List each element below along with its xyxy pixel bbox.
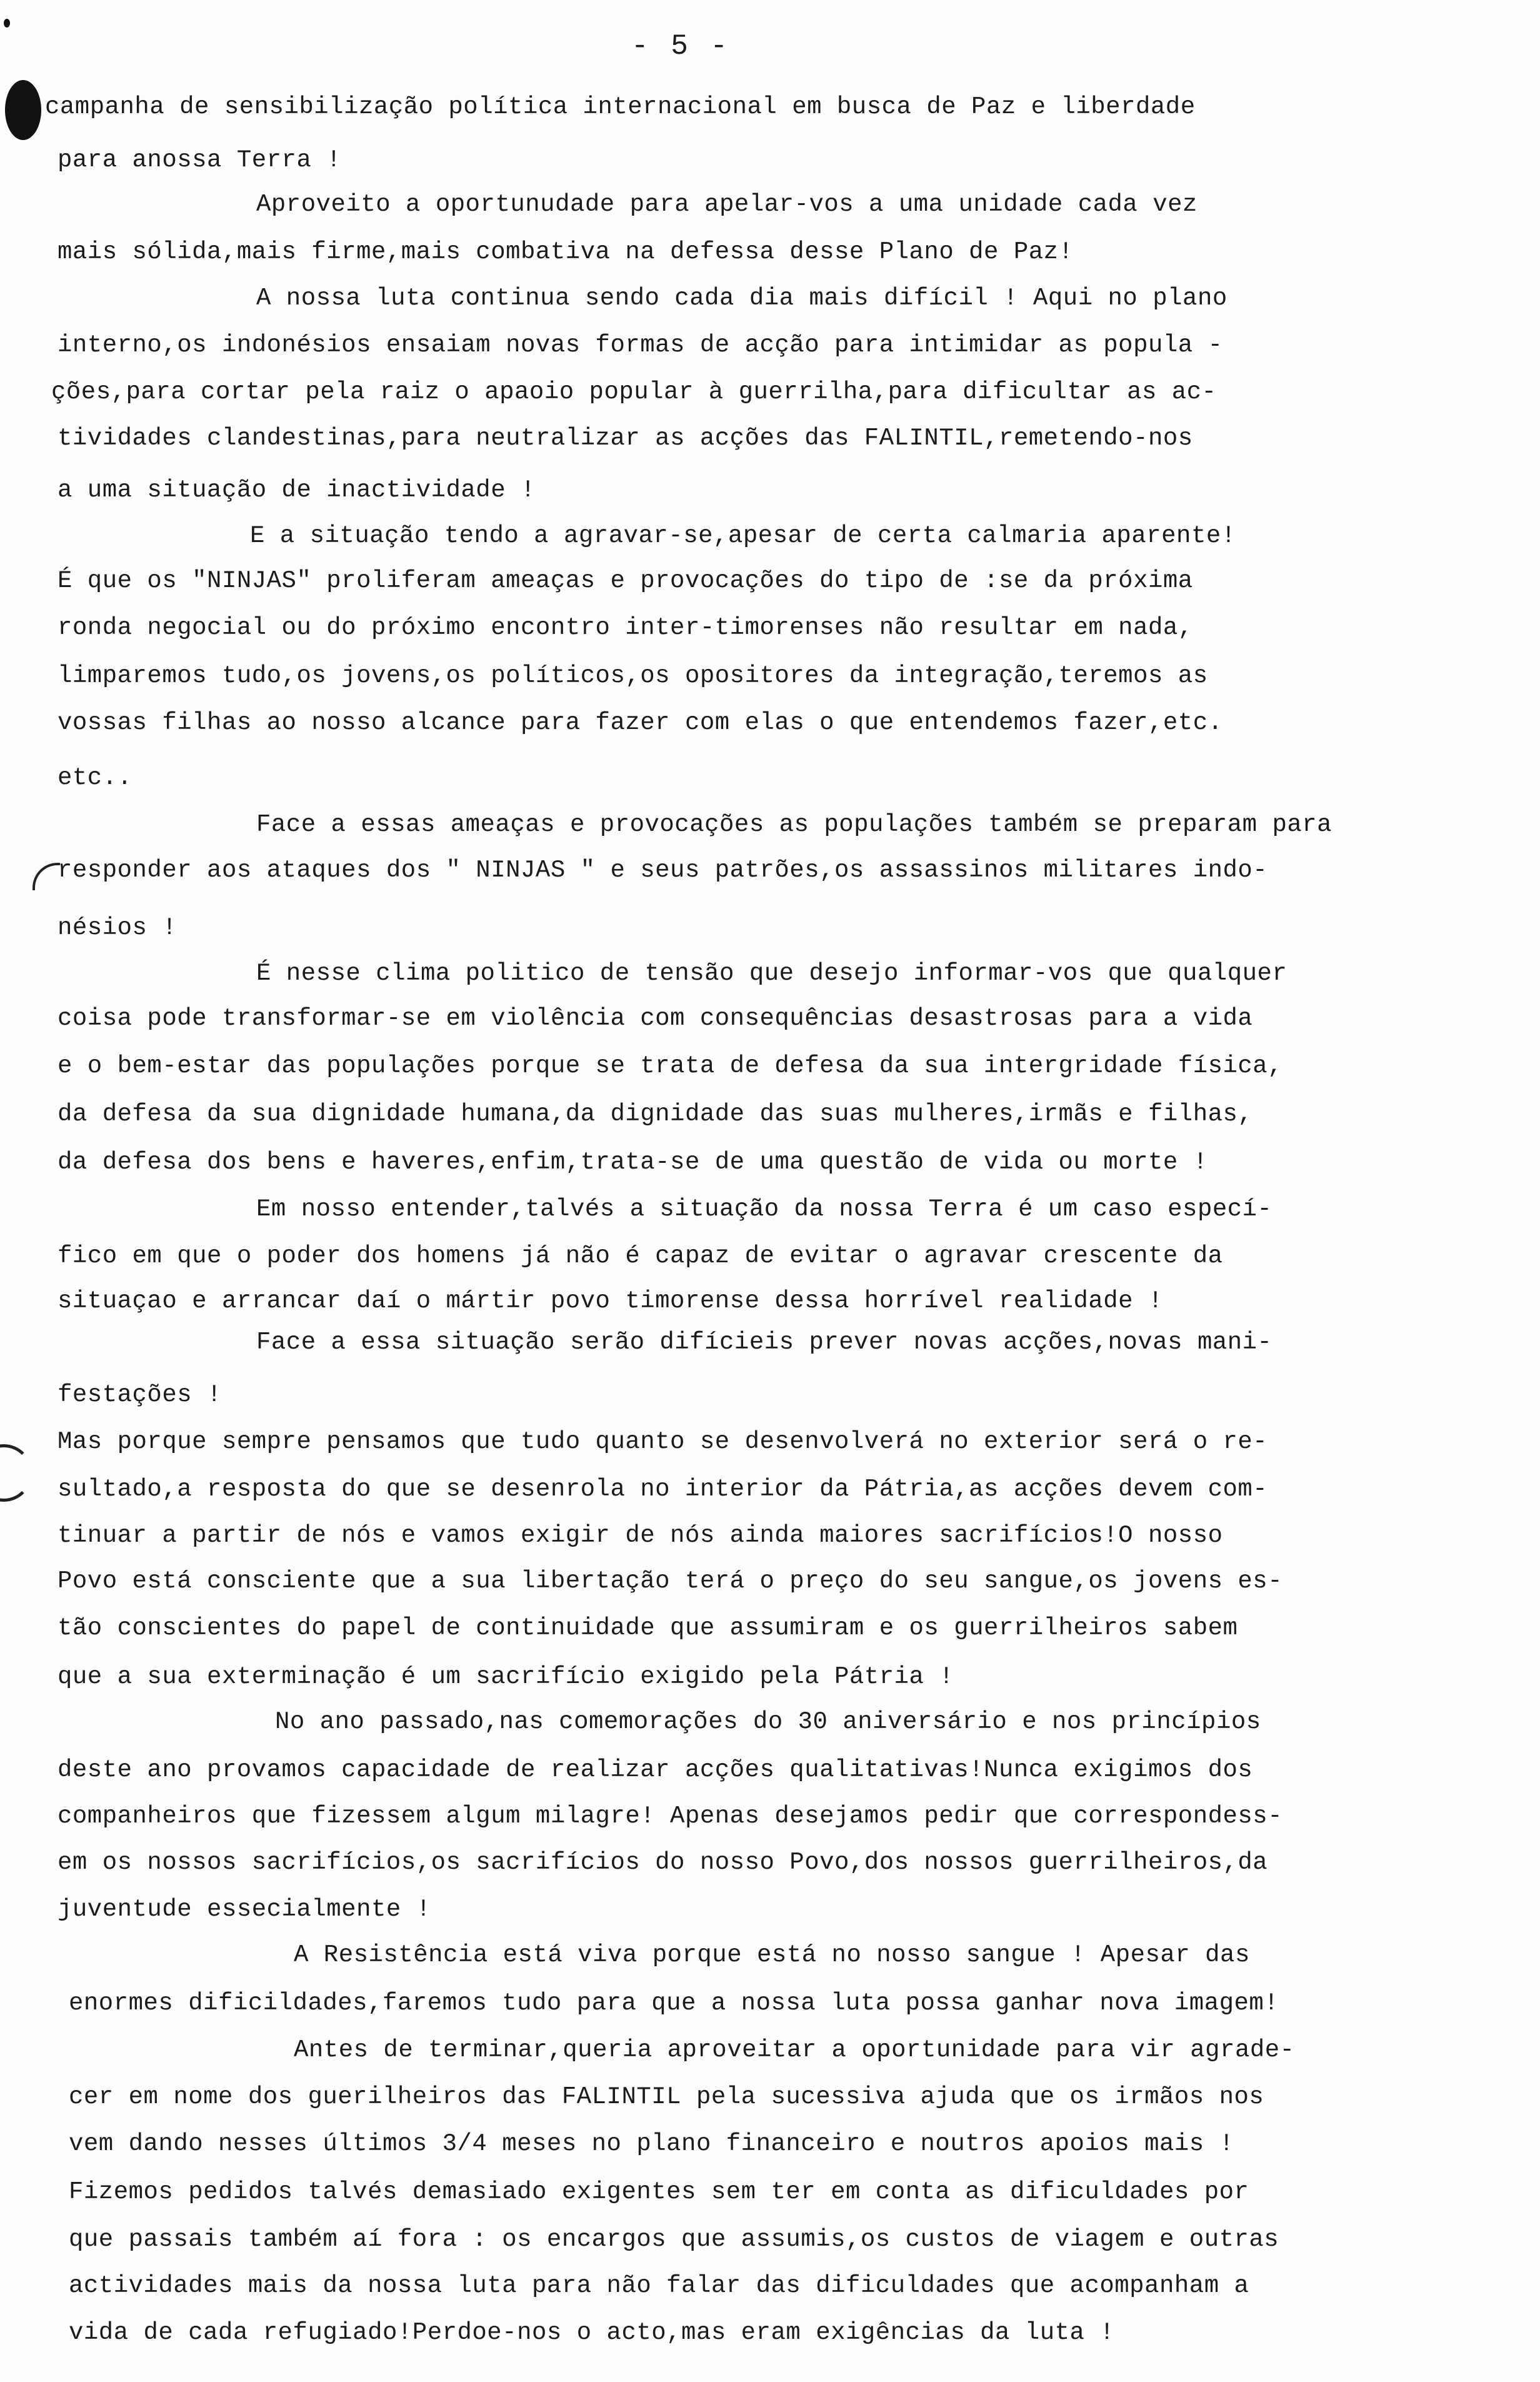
text-line: etc.. bbox=[58, 764, 132, 791]
ink-blot-mark bbox=[5, 80, 41, 140]
text-line: situaçao e arrancar daí o mártir povo timorense dessa horrível realidade ! bbox=[58, 1287, 1163, 1315]
text-line: No ano passado,nas comemorações do 30 aniversário e nos princípios bbox=[275, 1708, 1261, 1736]
text-line: sultado,a resposta do que se desenrola no interior da Pátria,as acções devem com- bbox=[58, 1475, 1268, 1503]
text-line: É nesse clima politico de tensão que desejo informar-vos que qualquer bbox=[256, 960, 1288, 987]
text-line: da defesa da sua dignidade humana,da dignidade das suas mulheres,irmãs e filhas, bbox=[58, 1100, 1253, 1128]
text-line: A nossa luta continua sendo cada dia mais difícil ! Aqui no plano bbox=[256, 284, 1228, 312]
text-line: deste ano provamos capacidade de realizar acções qualitativas!Nunca exigimos dos bbox=[58, 1756, 1253, 1784]
text-line: mais sólida,mais firme,mais combativa na defessa desse Plano de Paz! bbox=[58, 238, 1074, 266]
text-line: para anossa Terra ! bbox=[58, 146, 342, 174]
text-line: juventude essecialmente ! bbox=[58, 1896, 431, 1923]
text-line: interno,os indonésios ensaiam novas formas de acção para intimidar as popula - bbox=[58, 331, 1223, 359]
text-line: Em nosso entender,talvés a situação da nossa Terra é um caso especí- bbox=[256, 1195, 1272, 1223]
text-line: Fizemos pedidos talvés demasiado exigentes sem ter em conta as dificuldades por bbox=[69, 2178, 1249, 2206]
text-line: Face a essas ameaças e provocações as populações também se preparam para bbox=[256, 811, 1332, 838]
text-line: Aproveito a oportunudade para apelar-vos a uma unidade cada vez bbox=[256, 191, 1198, 218]
text-line: Antes de terminar,queria aproveitar a oportunidade para vir agrade- bbox=[294, 2036, 1295, 2064]
text-line: ronda negocial ou do próximo encontro inter-timorenses não resultar em nada, bbox=[58, 614, 1193, 641]
text-line: e o bem-estar das populações porque se trata de defesa da sua intergridade física, bbox=[58, 1052, 1283, 1080]
text-line: ções,para cortar pela raiz o apaoio popular à guerrilha,para dificultar as ac- bbox=[51, 378, 1217, 406]
text-line: A Resistência está viva porque está no nosso sangue ! Apesar das bbox=[294, 1941, 1250, 1969]
text-line: Povo está consciente que a sua libertação terá o preço do seu sangue,os jovens es- bbox=[58, 1567, 1283, 1595]
text-line: vossas filhas ao nosso alcance para fazer com elas o que entendemos fazer,etc. bbox=[58, 709, 1223, 736]
page-number: - 5 - bbox=[631, 30, 731, 63]
text-line: que passais também aí fora : os encargos que assumis,os custos de viagem e outras bbox=[69, 2226, 1279, 2253]
margin-bracket-mark bbox=[32, 863, 60, 890]
text-line: tão conscientes do papel de continuidade que assumiram e os guerrilheiros sabem bbox=[58, 1614, 1238, 1642]
text-line: nésios ! bbox=[58, 914, 178, 942]
text-line: vida de cada refugiado!Perdoe-nos o acto,mas eram exigências da luta ! bbox=[69, 2319, 1115, 2346]
text-line: tinuar a partir de nós e vamos exigir de nós ainda maiores sacrifícios!O nosso bbox=[58, 1522, 1223, 1549]
text-line: festações ! bbox=[58, 1381, 222, 1409]
text-line: Mas porque sempre pensamos que tudo quanto se desenvolverá no exterior será o re- bbox=[58, 1428, 1268, 1455]
text-line: que a sua exterminação é um sacrifício exigido pela Pátria ! bbox=[58, 1663, 954, 1691]
text-line: enormes dificildades,faremos tudo para que a nossa luta possa ganhar nova imagem! bbox=[69, 1989, 1279, 2017]
text-line: actividades mais da nossa luta para não falar das dificuldades que acompanham a bbox=[69, 2272, 1249, 2299]
text-line: É que os "NINJAS" proliferam ameaças e provocações do tipo de :se da próxima bbox=[58, 567, 1193, 595]
punch-hole-mark bbox=[0, 1444, 32, 1502]
text-line: responder aos ataques dos " NINJAS " e seus patrões,os assassinos militares indo- bbox=[58, 857, 1268, 884]
text-line: coisa pode transformar-se em violência com consequências desastrosas para a vida bbox=[58, 1005, 1253, 1032]
text-line: a uma situação de inactividade ! bbox=[58, 476, 536, 504]
text-line: tividades clandestinas,para neutralizar as acções das FALINTIL,remetendo-nos bbox=[58, 425, 1193, 452]
text-line: Face a essa situação serão difícieis prever novas acções,novas mani- bbox=[256, 1329, 1272, 1356]
ink-dot-mark bbox=[4, 19, 10, 28]
text-line: E a situação tendo a agravar-se,apesar de certa calmaria aparente! bbox=[250, 522, 1236, 550]
text-line: limparemos tudo,os jovens,os políticos,os opositores da integração,teremos as bbox=[58, 662, 1208, 690]
text-line: companheiros que fizessem algum milagre! Apenas desejamos pedir que correspondess- bbox=[58, 1802, 1283, 1830]
text-line: campanha de sensibilização política internacional em busca de Paz e liberdade bbox=[45, 93, 1196, 121]
text-line: cer em nome dos guerilheiros das FALINTIL pela sucessiva ajuda que os irmãos nos bbox=[69, 2083, 1264, 2111]
text-line: fico em que o poder dos homens já não é capaz de evitar o agravar crescente da bbox=[58, 1242, 1223, 1270]
text-line: em os nossos sacrifícios,os sacrifícios do nosso Povo,dos nossos guerrilheiros,da bbox=[58, 1849, 1268, 1876]
text-line: da defesa dos bens e haveres,enfim,trata-se de uma questão de vida ou morte ! bbox=[58, 1148, 1208, 1176]
text-line: vem dando nesses últimos 3/4 meses no plano financeiro e noutros apoios mais ! bbox=[69, 2130, 1234, 2158]
